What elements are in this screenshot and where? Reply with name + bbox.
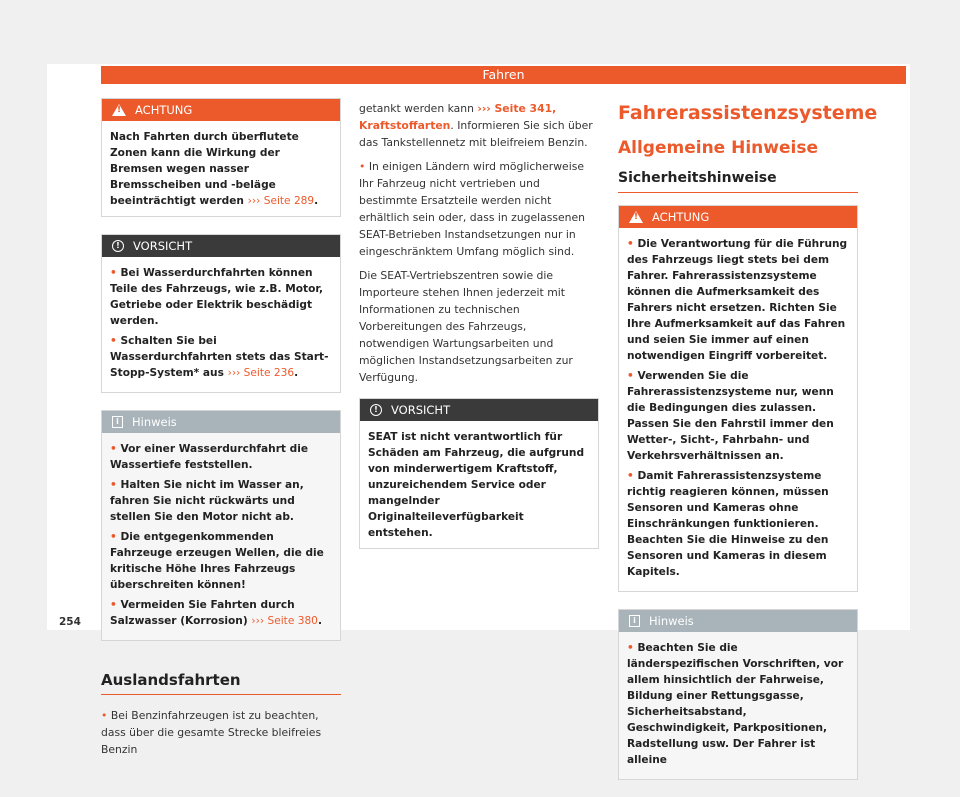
paragraph-text: getankt werden kann <box>359 102 474 115</box>
note-bullet: • Beachten Sie die länderspezifischen Vorschriften, vor allem hinsichtlich der Fahrweise, Bildung einer Rettungsgasse, Sicherheitsabstand, Geschwindigkeit, Parkpositionen, Radstellung usw. Der Fahrer ist alleine <box>627 642 844 766</box>
warning-page-link[interactable]: ››› Seite 289 <box>247 195 315 207</box>
note-bullet-text: Die entgegenkommenden Fahrzeuge erzeugen Wellen, die die kritische Höhe Ihres Fahrzeugs überschreiten können! <box>110 531 324 591</box>
page-link[interactable]: ››› Seite 341, Kraftstoffarten <box>359 102 557 132</box>
note-bullet-text: Halten Sie nicht im Wasser an, fahren Sie nicht rückwärts und stellen Sie den Motor nicht ab. <box>110 479 304 523</box>
section-heading: Allgemeine Hinweise <box>618 138 818 158</box>
paragraph-text: In einigen Ländern wird möglicherweise Ihr Fahrzeug nicht vertrieben und bestimmte Ersatzteile werden nicht erhältlich sein oder, dass in zugelassenen SEAT-Betrieben Instandsetzungen nur in eingeschränktem Umfang möglich sind. <box>359 160 586 258</box>
note-bullet: • Vermeiden Sie Fahrten durch Salzwasser (Korrosion) ››› Seite 380. <box>110 599 322 627</box>
caution-text: SEAT ist nicht verantwortlich für Schäden am Fahrzeug, die aufgrund von minderwertigem Kraftstoff, unzureichendem Service oder mangelnder Originalteileverfügbarkeit entstehen. <box>368 431 585 539</box>
note-bullet-text: Vermeiden Sie Fahrten durch Salzwasser (Korrosion) <box>110 599 295 627</box>
note-tail: . <box>317 615 322 627</box>
paragraph-text: . Informieren Sie sich über das Tankstellennetz mit bleifreiem Benzin. <box>359 119 593 149</box>
caution-bullet: • Schalten Sie bei Wasserdurchfahrten stets das Start-Stopp-System* aus ››› Seite 236. <box>110 335 329 379</box>
page <box>47 64 910 766</box>
paragraph <box>359 267 599 386</box>
warning-bullet: • Die Verantwortung für die Führung des Fahrzeugs liegt stets bei dem Fahrer. Fahrerassistenzsysteme können die Aufmerksamkeit des Fahrers nicht ersetzen. Richten Sie Ihre Aufmerksamkeit auf das Fahren und seien Sie immer auf einen notwendigen Eingriff vorbereitet. <box>627 238 848 362</box>
warning-label: ACHTUNG <box>135 103 193 117</box>
warning-text: Nach Fahrten durch überflutete Zonen kann die Wirkung der Bremsen wegen nasser Bremsscheiben und -beläge beeinträchtigt werden <box>110 131 299 207</box>
warning-bullet-text: Verwenden Sie die Fahrerassistenzsysteme nur, wenn die Bedingungen dies zulassen. Passen Sie den Fahrstil immer den Wetter-, Sicht-, Fahrbahn- und Verkehrsverhältnissen an. <box>627 370 834 462</box>
note-page-link[interactable]: ››› Seite 380 <box>251 615 318 627</box>
caution-label: VORSICHT <box>133 239 193 253</box>
middle-text <box>359 100 599 386</box>
note-box <box>101 410 341 641</box>
info-icon: i <box>629 615 640 627</box>
info-icon: i <box>112 416 123 428</box>
middle-column <box>359 100 599 566</box>
caution-body <box>360 421 598 548</box>
page-number: 254 <box>59 616 81 628</box>
warning-label: ACHTUNG <box>652 210 710 224</box>
chapter-title: Fahrerassistenzsysteme <box>618 102 878 124</box>
caution-exclamation-icon: ! <box>112 240 124 252</box>
note-bullet-text: Beachten Sie die länderspezifischen Vorschriften, vor allem hinsichtlich der Fahrweise, Bildung einer Rettungsgasse, Sicherheitsabstand, Geschwindigkeit, Parkpositionen, Radstellung usw. Der Fahrer ist alleine <box>627 642 844 766</box>
warning-bullet-text: Die Verantwortung für die Führung des Fahrzeugs liegt stets bei dem Fahrer. Fahrerassistenzsysteme können die Aufmerksamkeit des Fahrers nicht ersetzen. Richten Sie Ihre Aufmerksamkeit auf das Fahren und seien Sie immer auf einen notwendigen Eingriff vorbereitet. <box>627 238 848 362</box>
caution-page-link[interactable]: ››› Seite 236 <box>227 367 295 379</box>
caution-tail: . <box>294 367 299 379</box>
warning-header <box>619 206 857 228</box>
warning-tail: . <box>314 195 319 207</box>
note-body <box>102 433 340 640</box>
note-body <box>619 632 857 779</box>
note-label: Hinweis <box>649 614 694 628</box>
note-bullet: • Halten Sie nicht im Wasser an, fahren Sie nicht rückwärts und stellen Sie den Motor nicht ab. <box>110 479 304 523</box>
paragraph <box>359 100 599 151</box>
caution-bullet-text: Bei Wasserdurchfahrten können Teile des Fahrzeugs, wie z.B. Motor, Getriebe oder Elektrik beschädigt werden. <box>110 267 324 327</box>
caution-header <box>102 235 340 257</box>
warning-body <box>619 228 857 591</box>
warning-box-right <box>618 205 858 592</box>
warning-bullet: • Damit Fahrerassistenzsysteme richtig reagieren können, müssen Sensoren und Kameras ohne Einschränkungen funktionieren. Beachten Sie die Hinweise zu den Sensoren und Kameras in diesem Kapitels. <box>627 470 829 578</box>
chapter-header: Fahren <box>101 66 906 84</box>
warning-bullet: • Verwenden Sie die Fahrerassistenzsysteme nur, wenn die Bedingungen dies zulassen. Passen Sie den Fahrstil immer den Wetter-, Sicht-, Fahrbahn- und Verkehrsverhältnissen an. <box>627 370 834 462</box>
left-column <box>101 98 341 758</box>
note-bullet: • Vor einer Wasserdurchfahrt die Wassertiefe feststellen. <box>110 443 309 471</box>
paragraph-text: Die SEAT-Vertriebszentren sowie die Importeure stehen Ihnen jederzeit mit Informationen zu technischen Vorbereitungen des Fahrzeugs, notwendigen Wartungsarbeiten und möglichen Instandsetzungsarbeiten zur Verfügung. <box>359 269 573 384</box>
warning-triangle-icon <box>112 104 126 116</box>
paragraph: • In einigen Ländern wird möglicherweise Ihr Fahrzeug nicht vertrieben und bestimmte Ersatzteile werden nicht erhältlich sein oder, dass in zugelassenen SEAT-Betrieben Instandsetzungen nur in eingeschränktem Umfang möglich sind. <box>359 160 586 258</box>
warning-bullet-text: Damit Fahrerassistenzsysteme richtig reagieren können, müssen Sensoren und Kameras ohne Einschränkungen funktionieren. Beachten Sie die Hinweise zu den Sensoren und Kameras in diesem Kapitels. <box>627 470 829 578</box>
note-label: Hinweis <box>132 415 177 429</box>
note-bullet: • Die entgegenkommenden Fahrzeuge erzeugen Wellen, die die kritische Höhe Ihres Fahrzeugs überschreiten können! <box>110 531 324 591</box>
caution-box-middle <box>359 398 599 549</box>
note-bullet-text: Vor einer Wasserdurchfahrt die Wassertiefe feststellen. <box>110 443 309 471</box>
warning-body <box>102 121 340 216</box>
warning-header <box>102 99 340 121</box>
section-title: Auslandsfahrten <box>101 671 341 695</box>
section-text: • Bei Benzinfahrzeugen ist zu beachten, dass über die gesamte Strecke bleifreies Benzin <box>101 709 322 756</box>
note-header <box>619 610 857 632</box>
caution-header <box>360 399 598 421</box>
caution-box <box>101 234 341 393</box>
caution-label: VORSICHT <box>391 403 451 417</box>
note-header <box>102 411 340 433</box>
note-box-right <box>618 609 858 780</box>
right-column <box>618 102 878 797</box>
caution-body <box>102 257 340 392</box>
caution-bullet: • Bei Wasserdurchfahrten können Teile des Fahrzeugs, wie z.B. Motor, Getriebe oder Elektrik beschädigt werden. <box>110 267 324 327</box>
caution-exclamation-icon: ! <box>370 404 382 416</box>
section-text-content: Bei Benzinfahrzeugen ist zu beachten, dass über die gesamte Strecke bleifreies Benzin <box>101 709 322 756</box>
warning-box <box>101 98 341 217</box>
caution-bullet-text: Schalten Sie bei Wasserdurchfahrten stets das Start-Stopp-System* aus <box>110 335 329 379</box>
warning-triangle-icon <box>629 211 643 223</box>
subsection-heading: Sicherheitshinweise <box>618 170 858 193</box>
